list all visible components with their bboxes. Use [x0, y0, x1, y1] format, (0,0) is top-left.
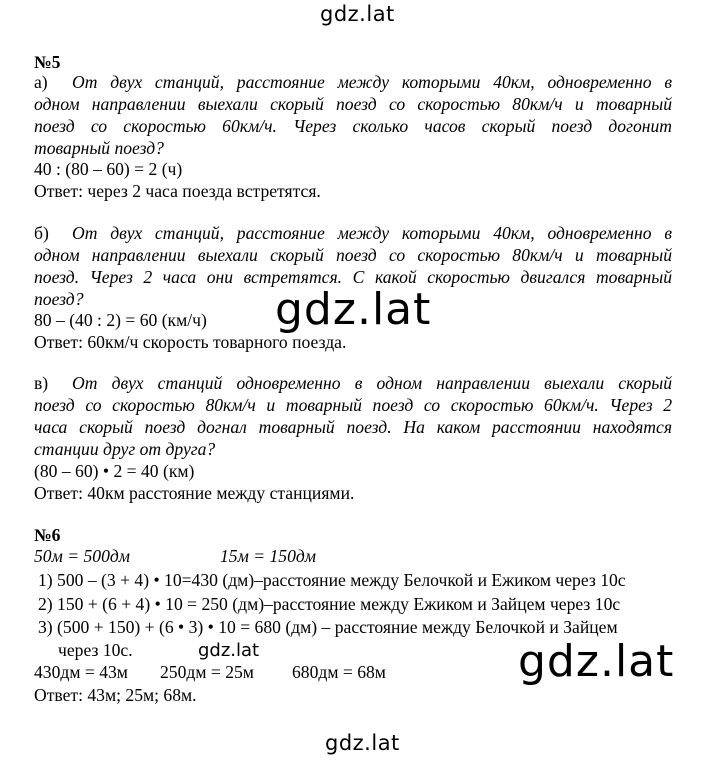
task5-c-marker: в) [34, 373, 49, 393]
task6-result-1: 430дм = 43м [34, 662, 128, 682]
task5-c-problem-line-4: станции друг от друга? [34, 439, 216, 459]
task5-a-problem-line-1: а) От двух станций, расстояние между которыми 40км, одновременно в [34, 72, 672, 92]
watermark-bottom: gdz.lat [325, 731, 400, 755]
task6-step-3: 3) (500 + 150) + (6 • 3) • 10 = 680 (дм) – расстояние между Белочкой и Зайцем [38, 617, 618, 637]
task5-b-problem-line-4: поезд? [34, 289, 84, 309]
task5-a-solution: 40 : (80 – 60) = 2 (ч) [34, 159, 183, 179]
task5-title: №5 [34, 52, 61, 72]
watermark-big: gdz.lat [518, 636, 675, 687]
task5-c-problem-line-1: в) От двух станций одновременно в одном направлении выехали скорый [34, 373, 672, 393]
task5-a-problem-line-3: поезд со скоростью 60км/ч. Через сколько часов скорый поезд догонит [34, 116, 672, 136]
task5-a-marker: а) [34, 72, 48, 92]
task6-result-3: 680дм = 68м [292, 662, 386, 682]
task5-a-problem-line-4: товарный поезд? [34, 138, 164, 158]
task5-a-problem-line-2: одном направлении выехали скорый поезд со скоростью 80км/ч и товарный [34, 94, 672, 114]
task6-answer: Ответ: 43м; 25м; 68м. [34, 685, 197, 705]
watermark-small: gdz.lat [198, 640, 260, 661]
task5-b-answer: Ответ: 60км/ч скорость товарного поезда. [34, 332, 347, 352]
task6-conversion-1: 50м = 500дм [34, 546, 131, 566]
watermark-top: gdz.lat [320, 2, 395, 26]
task6-step-3-continued: через 10с. [58, 640, 133, 660]
task6-conversion-2: 15м = 150дм [220, 546, 317, 566]
task5-c-solution: (80 – 60) • 2 = 40 (км) [34, 461, 195, 481]
task6-step-2: 2) 150 + (6 + 4) • 10 = 250 (дм)–расстояние между Ежиком и Зайцем через 10с [38, 594, 621, 614]
task5-c-problem-line-2: поезд со скоростью 80км/ч и товарный поезд со скоростью 60км/ч. Через 2 [34, 395, 672, 415]
task5-a-answer: Ответ: через 2 часа поезда встретятся. [34, 181, 321, 201]
watermark-middle: gdz.lat [275, 284, 432, 335]
task6-step-1: 1) 500 – (3 + 4) • 10=430 (дм)–расстояние между Белочкой и Ежиком через 10с [38, 570, 626, 590]
task5-c-answer: Ответ: 40км расстояние между станциями. [34, 483, 355, 503]
task6-title: №6 [34, 525, 61, 545]
task5-b-problem-line-2: одном направлении выехали скорый поезд со скоростью 80км/ч и товарный [34, 245, 672, 265]
task5-b-marker: б) [34, 223, 49, 243]
task5-b-solution: 80 – (40 : 2) = 60 (км/ч) [34, 310, 207, 330]
task5-c-problem-line-3: часа скорый поезд догнал товарный поезд. На каком расстоянии находятся [34, 417, 672, 437]
task5-b-problem-line-1: б) От двух станций, расстояние между которыми 40км, одновременно в [34, 223, 672, 243]
task5-b-problem-line-3: поезд. Через 2 часа они встретятся. С какой скоростью двигался товарный [34, 267, 672, 287]
task6-result-2: 250дм = 25м [160, 662, 254, 682]
